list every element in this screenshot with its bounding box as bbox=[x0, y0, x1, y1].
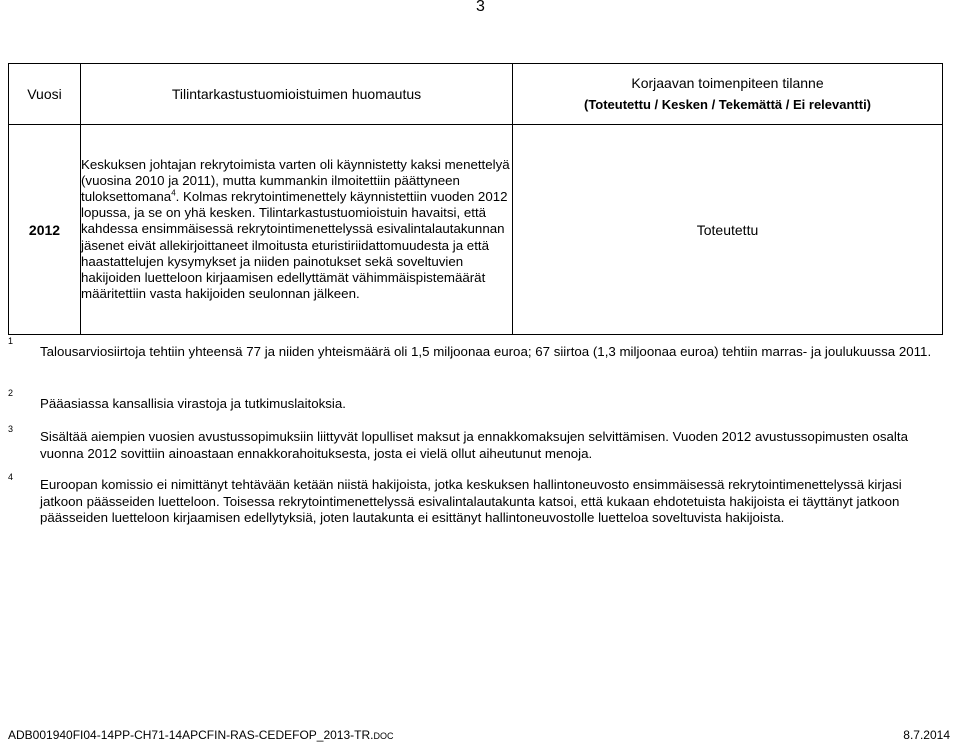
header-action-options: (Toteutettu / Kesken / Tekemättä / Ei relevantti) bbox=[583, 97, 872, 112]
observation-text-part2: . Kolmas rekrytointimenettely käynnistettiin vuoden 2012 lopussa, ja se on yhä kesken. Tilintarkastustuomioistuin havaitsi, että kahdessa ensimmäisessä rekrytointimenettelyssä esivalintalautakunnan jäsenet eivät allekirjoittaneet ilmoitusta eturistiriidattomuudesta ja että haastattelujen kysymykset ja niiden painotukset sekä soveltuvien hakijoiden luetteloon kirjaamisen edellyttämät vähimmäispistemäärät määritettiin vasta hakijoiden seulonnan jälkeen. bbox=[81, 188, 508, 302]
header-observation: Tilintarkastustuomioistuimen huomautus bbox=[81, 64, 513, 125]
footnote-number: 4 bbox=[8, 472, 14, 482]
observation-text-part1: Keskuksen johtajan rekrytoimista varten oli käynnistetty kaksi menettelyä (vuosina 2010 ja 2011), mutta kummankin ilmoitettiin päättyneen tuloksettomana bbox=[81, 156, 510, 204]
row-year: 2012 bbox=[9, 125, 81, 335]
header-year: Vuosi bbox=[9, 64, 81, 125]
footnote-text: Pääasiassa kansallisia virastoja ja tutkimuslaitoksia. bbox=[40, 396, 346, 411]
footnote-reference: 4 bbox=[171, 188, 176, 198]
page-footer bbox=[8, 728, 950, 742]
document-id bbox=[8, 728, 393, 742]
footnote-number: 3 bbox=[8, 424, 14, 434]
table-header-row bbox=[9, 64, 943, 125]
footnote-text: Sisältää aiempien vuosien avustussopimuksiin liittyvät lopulliset maksut ja ennakkomaksujen selvittämisen. Vuoden 2012 avustussopimusten osalta vuonna 2012 sovittiin ainoastaan ennakkorahoituksesta, josta ei vielä ollut aiheutunut menoja. bbox=[40, 429, 908, 461]
header-corrective-action bbox=[513, 64, 943, 125]
row-observation bbox=[81, 125, 513, 335]
header-action-title: Korjaavan toimenpiteen tilanne bbox=[631, 75, 824, 91]
footnote-number: 1 bbox=[8, 336, 14, 346]
footnote-text: Talousarviosiirtoja tehtiin yhteensä 77 ja niiden yhteismäärä oli 1,5 miljoonaa euroa; 67 siirtoa (1,3 miljoonaa euroa) tehtiin marras- ja joulukuussa 2011. bbox=[40, 344, 932, 359]
row-status: Toteutettu bbox=[513, 125, 943, 335]
document-filename: ADB001940FI04-14PP-CH71-14APCFIN-RAS-CEDEFOP_2013-TR. bbox=[8, 728, 374, 742]
footnote-number: 2 bbox=[8, 388, 14, 398]
footnote-text: Euroopan komissio ei nimittänyt tehtävään ketään niistä hakijoista, jotka keskuksen hallintoneuvosto ensimmäisessä rekrytointimenettelyssä kirjasi jatkoon päässeiden luetteloon. Toisessa rekrytointimenettelyssä esivalintalautakunta katsoi, että kukaan ehdotetuista hakijoista ei täyttänyt jatkoon päässeiden luetteloon kirjaamisen edellytyksiä, joten lautakunta ei esittänyt hallintoneuvostolle luetteloa soveltuvista hakijoista. bbox=[40, 477, 902, 525]
document-date: 8.7.2014 bbox=[903, 728, 950, 742]
page-number: 3 bbox=[476, 0, 485, 15]
document-extension: DOC bbox=[373, 731, 394, 741]
audit-table bbox=[8, 63, 943, 335]
table-row bbox=[9, 125, 943, 335]
